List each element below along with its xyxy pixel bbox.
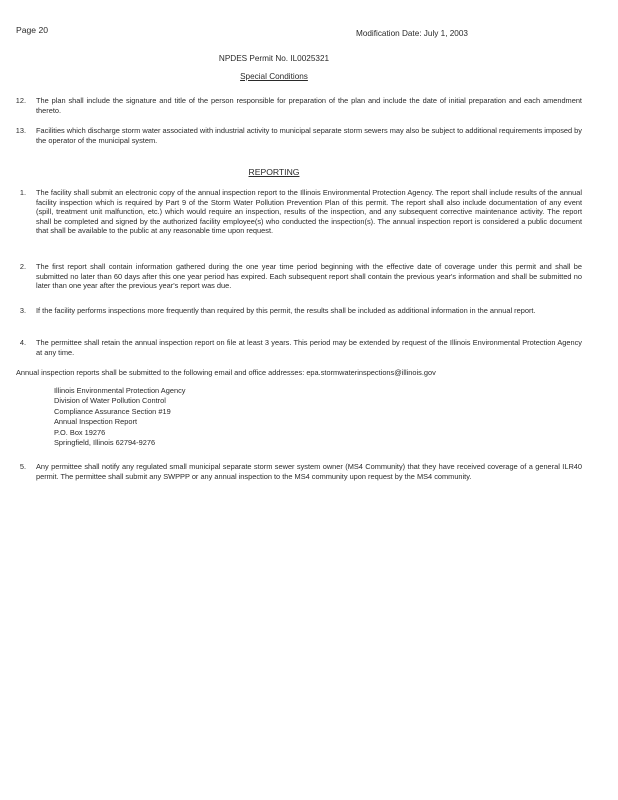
item-text: The permittee shall retain the annual inspection report on file at least 3 years. This period may be extended by request of the Illinois Environmental Protection Agency at any time.	[36, 338, 582, 357]
reporting-heading	[0, 168, 548, 178]
address-line: Compliance Assurance Section #19	[54, 406, 171, 416]
address-line: Annual Inspection Report	[54, 417, 137, 427]
address-line: P.O. Box 19276	[54, 427, 106, 437]
item-text: Any permittee shall notify any regulated small municipal separate storm sewer system owner (MS4 Community) that they have received coverage of a general ILR40 permit. The permittee shall submit any SWPPP or any annual inspection to the MS4 community upon request by the MS4 community.	[36, 462, 582, 481]
item-text: The first report shall contain information gathered during the one year time period beginning with the effective date of coverage under this permit and shall be submitted no later than 60 days after this one year period has expired. Each subsequent report shall contain the previous year's information and shall be submitted no later than one year after the previous year's report was due.	[36, 262, 582, 291]
item-text: Facilities which discharge storm water associated with industrial activity to municipal separate storm sewers may also be subject to additional requirements imposed by the operator of the municipal system.	[36, 126, 582, 145]
item-number: 2.	[19, 262, 26, 271]
submission-note-text: Annual inspection reports shall be submitted to the following email and office addresses: epa.stormwaterinspections@illinois.gov	[16, 368, 436, 377]
page-number: Page 20	[16, 25, 49, 35]
modification-date: Modification Date: July 1, 2003	[356, 29, 468, 38]
item-number: 5.	[19, 462, 26, 471]
item-text: The plan shall include the signature and title of the person responsible for preparation of the plan and include the date of initial preparation and each amendment thereto.	[36, 96, 582, 115]
special-conditions-heading-text: Special Conditions	[240, 72, 308, 81]
mailing-address	[54, 386, 185, 448]
reporting-heading-text: REPORTING	[248, 167, 300, 177]
address-line: Springfield, Illinois 62794-9276	[54, 438, 156, 448]
address-line: Division of Water Pollution Control	[54, 396, 166, 406]
item-text: The facility shall submit an electronic copy of the annual inspection report to the Illinois Environmental Protection Agency. The report shall include results of the annual facility inspection which is required by Part 9 of the Storm Water Pollution Prevention Plan of this permit. The report shall also include documentation of any event (spill, treatment unit malfunction, etc.) which would require an inspection, results of the inspection, and any subsequent corrective maintenance activity. The report shall be completed and signed by the authorized facility employee(s) who conducted the inspection(s). The annual inspection report is considered a public document that shall be available to the public at any reasonable time upon request.	[36, 188, 582, 236]
item-number: 3.	[19, 306, 26, 315]
item-number: 1.	[19, 188, 26, 197]
item-text: If the facility performs inspections more frequently than required by this permit, the results shall be included as additional information in the annual report.	[36, 306, 536, 315]
address-line: Illinois Environmental Protection Agency	[54, 386, 186, 395]
special-conditions-heading	[0, 72, 548, 82]
item-number: 12.	[15, 96, 26, 105]
item-number: 4.	[19, 338, 26, 347]
item-number: 13.	[15, 126, 26, 135]
permit-title: NPDES Permit No. IL0025321	[218, 54, 330, 63]
